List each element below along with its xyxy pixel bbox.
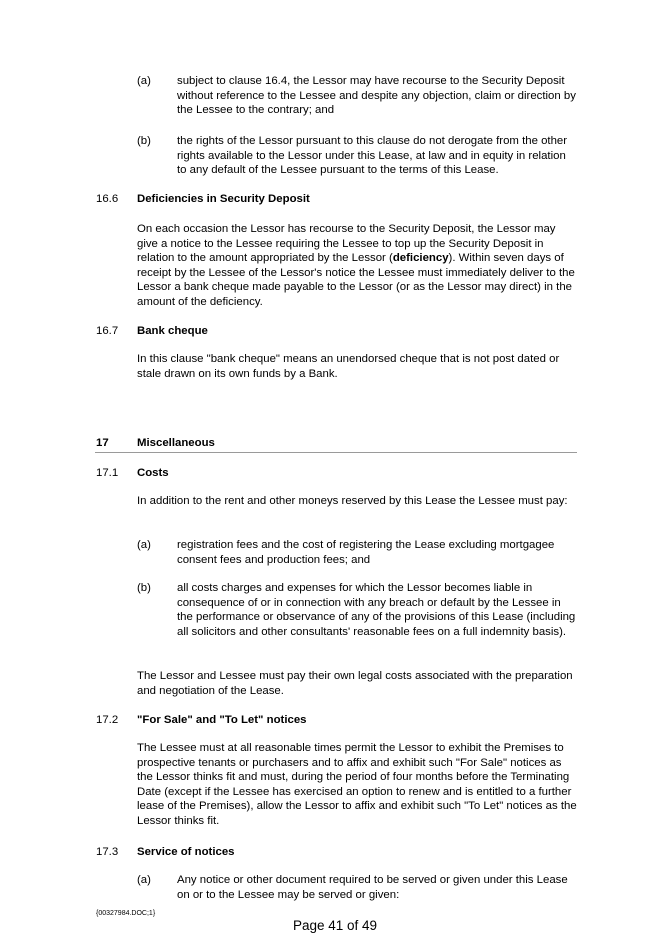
- clause-heading: Deficiencies in Security Deposit: [137, 193, 310, 205]
- clause-number: 17.1: [96, 467, 119, 479]
- clause-number: 16.6: [96, 193, 119, 205]
- section-divider: [95, 452, 577, 453]
- document-reference: {00327984.DOC;1}: [96, 910, 156, 917]
- paragraph-text: ). Within seven days of receipt by the Lessee of the Lessor's notice the Lessee must immediately deliver to the Lessor a bank cheque made payable to the Lessor (or as the Lessor may direct) in the amount of the deficiency.: [137, 252, 575, 308]
- clause-heading: "For Sale" and "To Let" notices: [137, 714, 307, 726]
- list-label: (b): [137, 582, 151, 594]
- list-label: (a): [137, 75, 151, 87]
- paragraph-text: On each occasion the Lessor has recourse to the Security Deposit, the Lessor may give a notice to the Lessee requiring the Lessee to top up the Security Deposit in relation to the amount appropriated by the Lessor (: [137, 223, 556, 265]
- list-label: (b): [137, 135, 151, 147]
- section-number: 17: [96, 437, 109, 449]
- list-item-text: Any notice or other document required to be served or given under this Lease on or to the Lessee may be served or given:: [177, 874, 568, 901]
- list-item-text: the rights of the Lessor pursuant to this clause do not derogate from the other rights available to the Lessor under this Lease, at law and in equity in relation to any default of the Lessee pursuant to the terms of this Lease.: [177, 135, 568, 177]
- list-label: (a): [137, 539, 151, 551]
- clause-paragraph: The Lessor and Lessee must pay their own legal costs associated with the preparation and negotiation of the Lease.: [137, 670, 573, 697]
- clause-heading: Service of notices: [137, 846, 235, 858]
- list-item-text: all costs charges and expenses for which the Lessor becomes liable in consequence of or in connection with any breach or default by the Lessee in the performance or observance of any of the provisions of this Lease (including all solicitors and other consultants' reasonable fees on a full indemnity basis).: [177, 582, 576, 638]
- clause-paragraph: The Lessee must at all reasonable times permit the Lessor to exhibit the Premises to prospective tenants or purchasers and to affix and exhibit such "For Sale" notices as the Lessor thinks fit and must, during the period of four months before the Terminating Date (except if the Lessee has exercised an option to renew and is entitled to a further lease of the Premises), allow the Lessor to affix and exhibit such "To Let" notices as the Lessor thinks fit.: [137, 742, 577, 827]
- list-item-text: subject to clause 16.4, the Lessor may have recourse to the Security Deposit without reference to the Lessee and despite any objection, claim or direction by the Lessee to the contrary; and: [177, 75, 576, 117]
- clause-paragraph: In this clause "bank cheque" means an unendorsed cheque that is not post dated or stale drawn on its own funds by a Bank.: [137, 353, 560, 380]
- list-item-text: registration fees and the cost of registering the Lease excluding mortgagee consent fees and production fees; and: [177, 539, 555, 566]
- clause-heading: Costs: [137, 467, 169, 479]
- clause-heading: Bank cheque: [137, 325, 208, 337]
- list-label: (a): [137, 874, 151, 886]
- defined-term: deficiency: [392, 252, 449, 265]
- clause-number: 17.3: [96, 846, 119, 858]
- clause-paragraph: [137, 222, 577, 310]
- page-number: Page 41 of 49: [292, 918, 378, 933]
- clause-paragraph: In addition to the rent and other moneys reserved by this Lease the Lessee must pay:: [137, 495, 568, 507]
- section-heading: Miscellaneous: [137, 437, 215, 449]
- clause-number: 16.7: [96, 325, 119, 337]
- clause-number: 17.2: [96, 714, 119, 726]
